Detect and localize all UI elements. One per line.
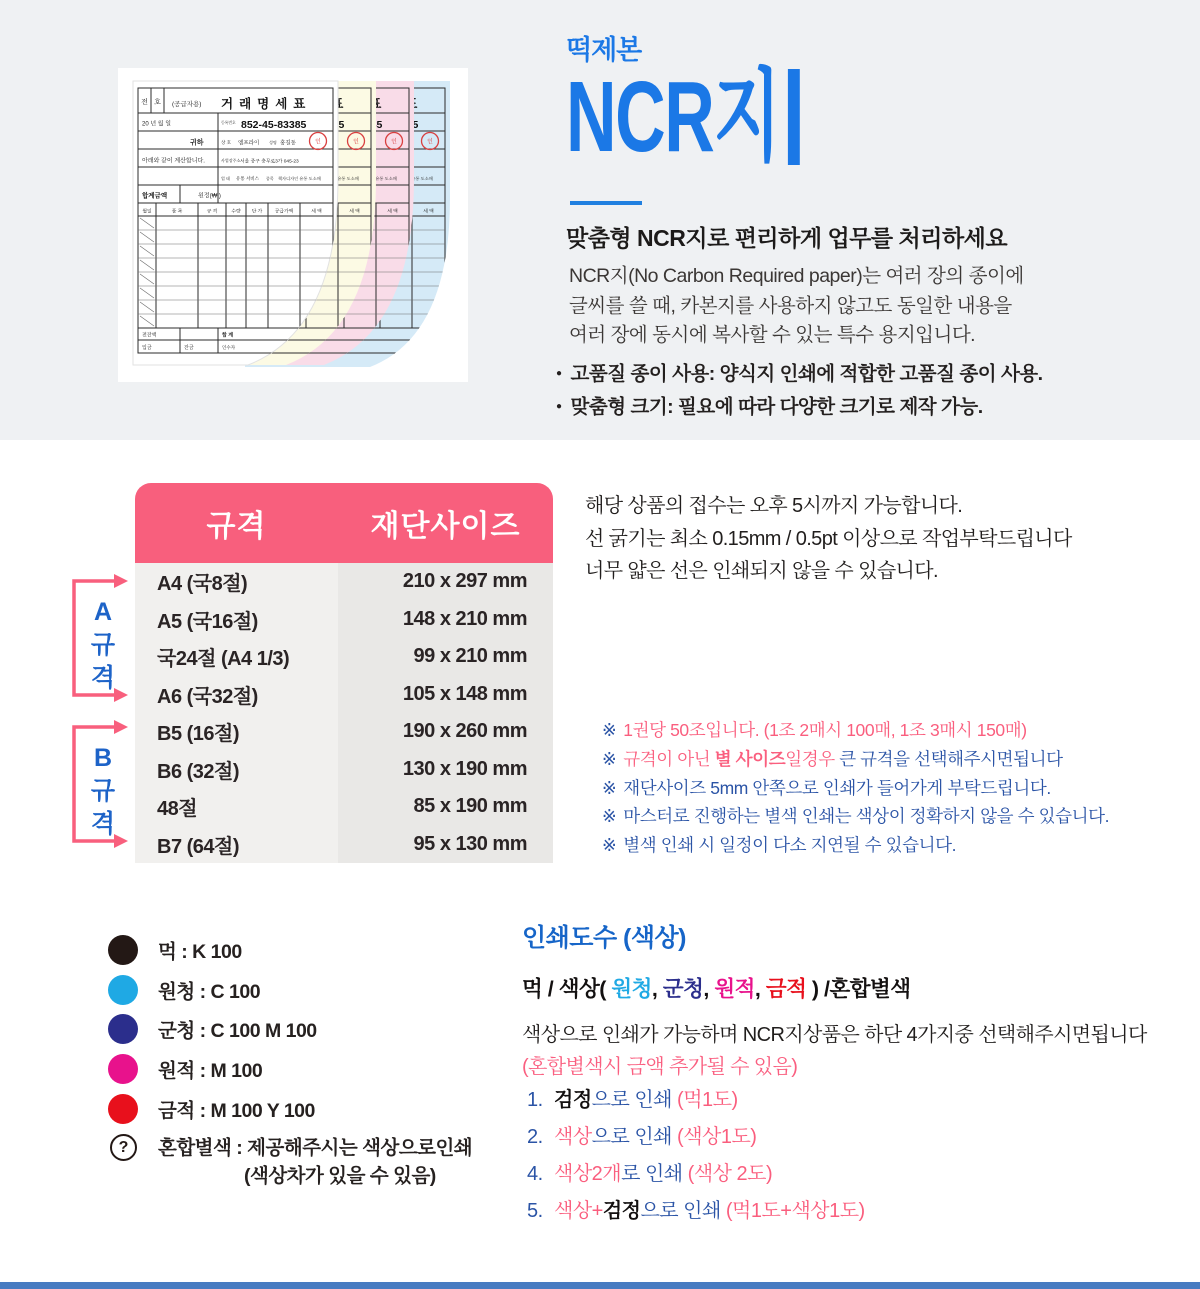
- item-number: 5.: [527, 1200, 543, 1222]
- ink-swatch-magenta: [108, 1054, 138, 1084]
- spec-size: 210 x 297 mm: [338, 563, 553, 601]
- spec-name: A4 (국8절): [135, 563, 338, 601]
- mixed-line1: 혼합별색 : 제공해주시는 색상으로인쇄: [158, 1137, 473, 1160]
- print-option-list: [527, 1082, 865, 1230]
- caution-notes: [602, 716, 1109, 860]
- question-icon: ?: [110, 1134, 137, 1161]
- spec-size: 190 x 260 mm: [338, 713, 553, 751]
- spec-name: 국24절 (A4 1/3): [135, 638, 338, 676]
- item-number: 4.: [527, 1163, 543, 1185]
- print-colors-heading: 인쇄도수 (색상): [522, 924, 686, 952]
- hero-bullet: ● 맞춤형 크기: 필요에 따라 다양한 크기로 제작 가능.: [556, 391, 1043, 424]
- caution-line: [602, 774, 1109, 803]
- ink-label: 원청 : C 100: [158, 980, 261, 1003]
- item-text: 색상으로 인쇄 (색상1도): [554, 1126, 757, 1148]
- title-cursor-bar: [788, 69, 800, 165]
- spec-col-header-cut: 재단사이즈: [370, 510, 521, 543]
- spec-table-header: [135, 483, 553, 563]
- table-row: [135, 676, 553, 714]
- item-text: 색상2개로 인쇄 (색상 2도): [554, 1163, 773, 1185]
- note-line: 너무 얇은 선은 인쇄되지 않을 수 있습니다.: [585, 560, 938, 582]
- spec-table-body: [135, 563, 553, 863]
- asterisk-mark: ※: [602, 835, 617, 856]
- item-text: 색상+검정으로 인쇄 (먹1도+색상1도): [554, 1200, 865, 1222]
- list-item: [527, 1082, 865, 1119]
- group-a-label: A규격: [90, 598, 116, 692]
- ink-label: 금적 : M 100 Y 100: [158, 1099, 315, 1122]
- page-title: [566, 62, 800, 172]
- hero-subtitle: 맞춤형 NCR지로 편리하게 업무를 처리하세요: [566, 225, 1008, 251]
- list-item: [527, 1156, 865, 1193]
- ink-swatch-cyan: [108, 975, 138, 1005]
- spec-name: A5 (국16절): [135, 601, 338, 639]
- mixed-color-row: [108, 1134, 472, 1190]
- spec-size: 148 x 210 mm: [338, 601, 553, 639]
- item-text: 검정으로 인쇄 (먹1도): [554, 1089, 738, 1111]
- table-row: [135, 713, 553, 751]
- spec-col-header-size: 규격: [206, 510, 267, 543]
- hero-desc-line: 여러 장에 동시에 복사할 수 있는 특수 용지입니다.: [569, 324, 976, 346]
- spec-size: 130 x 190 mm: [338, 751, 553, 789]
- note-line: 선 굵기는 최소 0.15mm / 0.5pt 이상으로 작업부탁드립니다: [585, 527, 1072, 550]
- item-number: 2.: [527, 1126, 543, 1148]
- spec-name: 48절: [135, 788, 338, 826]
- ink-color-legend: [108, 930, 472, 1190]
- caution-line: [602, 802, 1109, 831]
- ink-label: 군청 : C 100 M 100: [158, 1020, 317, 1043]
- caution-line: [602, 716, 1109, 745]
- spec-size: 99 x 210 mm: [338, 638, 553, 676]
- ink-swatch-black: [108, 935, 138, 965]
- footer-accent-bar: [0, 1282, 1200, 1289]
- list-item: [108, 1049, 472, 1089]
- hero-desc-line: NCR지(No Carbon Required paper)는 여러 장의 종이에: [569, 265, 1024, 287]
- asterisk-mark: ※: [602, 806, 617, 827]
- note-line: 해당 상품의 접수는 오후 5시까지 가능합니다.: [585, 495, 963, 517]
- size-spec-table: [135, 483, 553, 863]
- caution-text: 마스터로 진행하는 별색 인쇄는 색상이 정확하지 않을 수 있습니다.: [623, 806, 1110, 827]
- table-row: [135, 601, 553, 639]
- print-color-line: 먹 / 색상( 원청, 군청, 원적, 금적 ) /혼합별색: [522, 977, 911, 1001]
- asterisk-mark: ※: [602, 748, 617, 769]
- ink-label: 원적 : M 100: [158, 1059, 263, 1082]
- spec-name: B6 (32절): [135, 751, 338, 789]
- caution-line: [602, 745, 1109, 774]
- asterisk-mark: ※: [602, 777, 617, 798]
- title-underline: [570, 201, 642, 205]
- caution-text: 1권당 50조입니다. (1조 2매시 100매, 1조 3매시 150매): [623, 720, 1027, 740]
- hero-eyebrow: 떡제본: [566, 35, 642, 65]
- list-item: [108, 930, 472, 970]
- hero-section: [0, 0, 1200, 440]
- product-photo-card: [118, 68, 468, 382]
- caution-line: [602, 831, 1109, 860]
- list-item: [108, 970, 472, 1010]
- list-item: [108, 1009, 472, 1049]
- spec-size: 105 x 148 mm: [338, 676, 553, 714]
- list-item: [527, 1119, 865, 1156]
- spec-name: B7 (64절): [135, 826, 338, 864]
- mixed-color-label: [158, 1134, 472, 1190]
- hero-bullet-list: [556, 358, 1043, 423]
- list-item: [527, 1193, 865, 1230]
- table-row: [135, 563, 553, 601]
- print-body-note: (혼합별색시 금액 추가될 수 있음): [522, 1056, 798, 1078]
- ink-swatch-red: [108, 1094, 138, 1124]
- table-row: [135, 638, 553, 676]
- list-item: [108, 1089, 472, 1129]
- ink-swatch-navy: [108, 1014, 138, 1044]
- caution-text: 재단사이즈 5mm 안쪽으로 인쇄가 들어가게 부탁드립니다.: [623, 777, 1051, 798]
- page-title-text: NCR지: [566, 61, 780, 173]
- mixed-line2: (색상차가 있을 수 있음): [244, 1165, 436, 1188]
- order-deadline-note: [585, 490, 1072, 588]
- spec-name: A6 (국32절): [135, 676, 338, 714]
- table-row: [135, 826, 553, 864]
- spec-size: 95 x 130 mm: [338, 826, 553, 864]
- hero-desc-line: 글씨를 쓸 때, 카본지를 사용하지 않고도 동일한 내용을: [569, 294, 1012, 317]
- caution-text: 별색 인쇄 시 일정이 다소 지연될 수 있습니다.: [623, 835, 957, 856]
- spec-name: B5 (16절): [135, 713, 338, 751]
- hero-bullet: ● 고품질 종이 사용: 양식지 인쇄에 적합한 고품질 종이 사용.: [556, 358, 1043, 391]
- spec-size: 85 x 190 mm: [338, 788, 553, 826]
- ncr-form-illustration: [118, 68, 468, 382]
- table-row: [135, 751, 553, 789]
- table-row: [135, 788, 553, 826]
- print-body-text: 색상으로 인쇄가 가능하며 NCR지상품은 하단 4가지중 선택해주시면됩니다: [522, 1024, 1147, 1046]
- caution-text: 규격이 아닌 별 사이즈일경우 큰 규격을 선택해주시면됩니다: [623, 748, 1063, 769]
- ink-label: 먹 : K 100: [158, 940, 242, 963]
- group-b-label: B규격: [90, 744, 116, 838]
- hero-description: [569, 262, 1024, 351]
- item-number: 1.: [527, 1089, 543, 1111]
- asterisk-mark: ※: [602, 720, 617, 740]
